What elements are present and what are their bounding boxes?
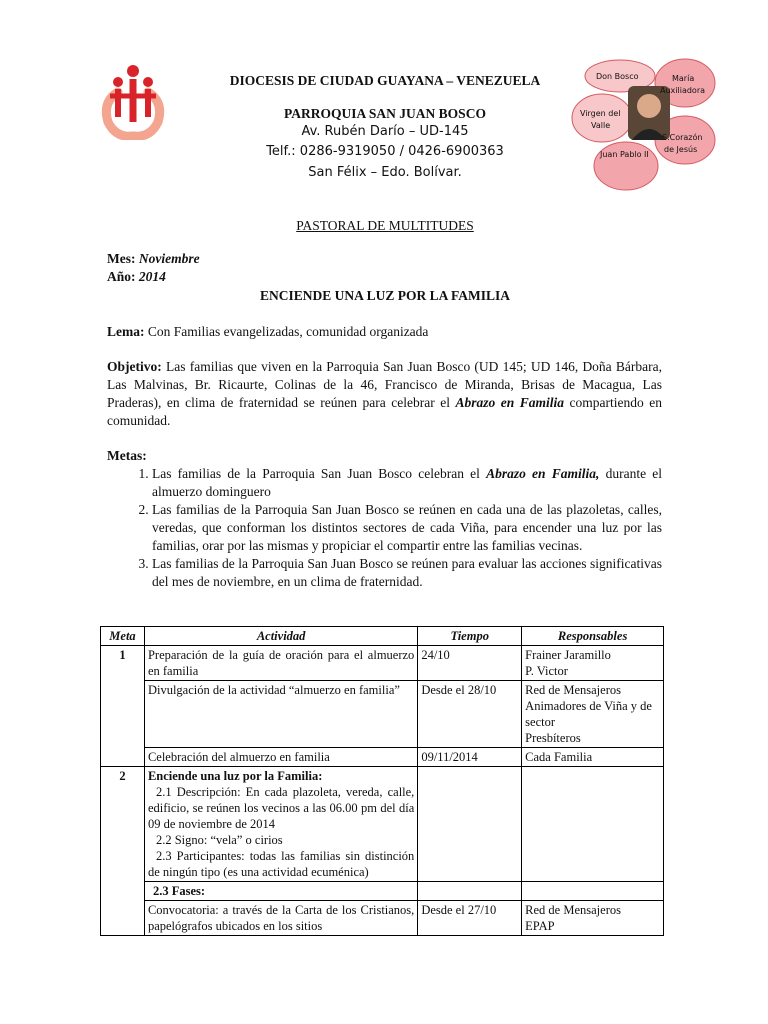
activity-detail: 2.3 Participantes: todas las familias sin distinción de ningún tipo (es una actividad ecuménica) [147, 849, 415, 879]
responsible-cell [522, 767, 664, 882]
parish-city: San Félix – Edo. Bolívar. [308, 165, 462, 180]
table-row [101, 882, 664, 901]
table-header-row [101, 627, 664, 646]
time-cell [418, 882, 522, 901]
activities-table [100, 626, 664, 936]
meta-number: 2 [101, 767, 145, 936]
col-header-meta: Meta [101, 627, 145, 646]
activity-cell [144, 767, 417, 882]
meta-item-text: Las familias de la Parroquia San Juan Bosco se reúnen en cada una de las plazoletas, calles, veredas, que conforman los distintos sectores de cada Viña, para encender una luz por las familias, orar por las mismas y propiciar el compartir entre las familias vecinas. [152, 502, 662, 553]
year-line [107, 269, 166, 285]
activity-detail: 2.2 Signo: “vela” o cirios [155, 833, 283, 847]
month-label: Mes: [107, 251, 136, 266]
time-cell: Desde el 27/10 [418, 901, 522, 936]
metas-list [107, 465, 662, 591]
responsible-cell [522, 681, 664, 748]
phases-heading: 2.3 Fases: [144, 882, 417, 901]
badge-virgen-1: Virgen del [580, 109, 621, 118]
table-row [101, 748, 664, 767]
responsible-line: Animadores de Viña y de sector [525, 699, 652, 729]
activity-cell: Preparación de la guía de oración para el almuerzo en familia [144, 646, 417, 681]
month-line [107, 251, 200, 267]
activity-title: Enciende una luz por la Familia: [147, 769, 323, 783]
responsible-line: Red de Mensajeros [525, 683, 621, 697]
objetivo-emph: Abrazo en Familia [455, 395, 565, 410]
time-cell: 09/11/2014 [418, 748, 522, 767]
meta-item-emph: Abrazo en Familia, [486, 466, 600, 481]
col-header-responsables: Responsables [522, 627, 664, 646]
table-row [101, 901, 664, 936]
meta-number: 1 [101, 646, 145, 767]
activity-detail: 2.1 Descripción: En cada plazoleta, vereda, calle, edificio, se reúnen los vecinos a las 06.00 pm del día 09 de noviembre de 2014 [147, 785, 415, 831]
objetivo-text: Las familias que viven en la Parroquia San Juan Bosco (UD 145; UD 146, Doña Bárbara, Las Malvinas, Br. Ricaurte, Colinas de la 46, Francisco de Miranda, Brisas de Macagua, Las Praderas), en clima de fraternidad se reúnen para celebrar el [107, 359, 663, 410]
pastoral-title: PASTORAL DE MULTITUDES [296, 218, 474, 233]
objetivo [107, 358, 662, 430]
saints-badge-collage [570, 56, 718, 192]
lema [107, 323, 662, 341]
time-cell: Desde el 28/10 [418, 681, 522, 748]
month-value: Noviembre [138, 251, 200, 266]
parish-name: PARROQUIA SAN JUAN BOSCO [284, 106, 486, 121]
metas [107, 447, 662, 591]
parish-phone: Telf.: 0286-9319050 / 0426-6900363 [266, 144, 504, 159]
responsible-line: Frainer Jaramillo [525, 648, 611, 662]
diocese-heading: DIOCESIS DE CIUDAD GUAYANA – VENEZUELA [229, 73, 541, 88]
badge-maria-1: María [672, 74, 695, 83]
time-cell [418, 767, 522, 882]
responsible-line: P. Victor [525, 664, 568, 678]
responsible-cell [522, 901, 664, 936]
col-header-actividad: Actividad [144, 627, 417, 646]
lema-label: Lema: [107, 324, 145, 339]
meta-item [152, 465, 662, 501]
badge-juan-pablo: Juan Pablo II [600, 150, 649, 159]
badge-corazon-2: de Jesús [664, 145, 698, 154]
lema-text: Con Familias evangelizadas, comunidad organizada [147, 324, 429, 339]
responsible-cell: Cada Familia [522, 748, 664, 767]
badge-maria-2: Auxiliadora [660, 86, 706, 95]
responsible-cell [522, 882, 664, 901]
metas-label: Metas: [107, 448, 147, 463]
badge-corazon-1: S.Corazón [662, 133, 703, 142]
meta-item [152, 555, 662, 591]
responsible-cell [522, 646, 664, 681]
badge-don-bosco: Don Bosco [596, 72, 639, 81]
activity-cell: Celebración del almuerzo en familia [144, 748, 417, 767]
table-row [101, 767, 664, 882]
year-value: 2014 [138, 269, 166, 284]
meta-item-tail: durante el almuerzo dominguero [152, 466, 662, 499]
meta-item [152, 501, 662, 555]
table-row [101, 681, 664, 748]
parish-address: Av. Rubén Darío – UD-145 [301, 124, 469, 139]
meta-item-text: Las familias de la Parroquia San Juan Bosco se reúnen para evaluar las acciones significativas del mes de noviembre, en un clima de fraternidad. [152, 556, 662, 589]
objetivo-label: Objetivo: [107, 359, 162, 374]
meta-item-text: Las familias de la Parroquia San Juan Bosco celebran el [152, 466, 480, 481]
year-label: Año: [107, 269, 136, 284]
main-title: ENCIENDE UNA LUZ POR LA FAMILIA [260, 288, 510, 303]
responsible-line: EPAP [525, 919, 555, 933]
badge-virgen-2: Valle [591, 121, 611, 130]
parish-logo [96, 62, 170, 140]
activity-cell: Convocatoria: a través de la Carta de los Cristianos, papelógrafos ubicados en los sitios [144, 901, 417, 936]
responsible-line: Red de Mensajeros [525, 903, 621, 917]
time-cell: 24/10 [418, 646, 522, 681]
col-header-tiempo: Tiempo [418, 627, 522, 646]
responsible-line: Presbíteros [525, 731, 581, 745]
activity-cell: Divulgación de la actividad “almuerzo en familia” [144, 681, 417, 748]
table-row [101, 646, 664, 681]
objetivo-tail: compartiendo en comunidad. [107, 395, 663, 428]
